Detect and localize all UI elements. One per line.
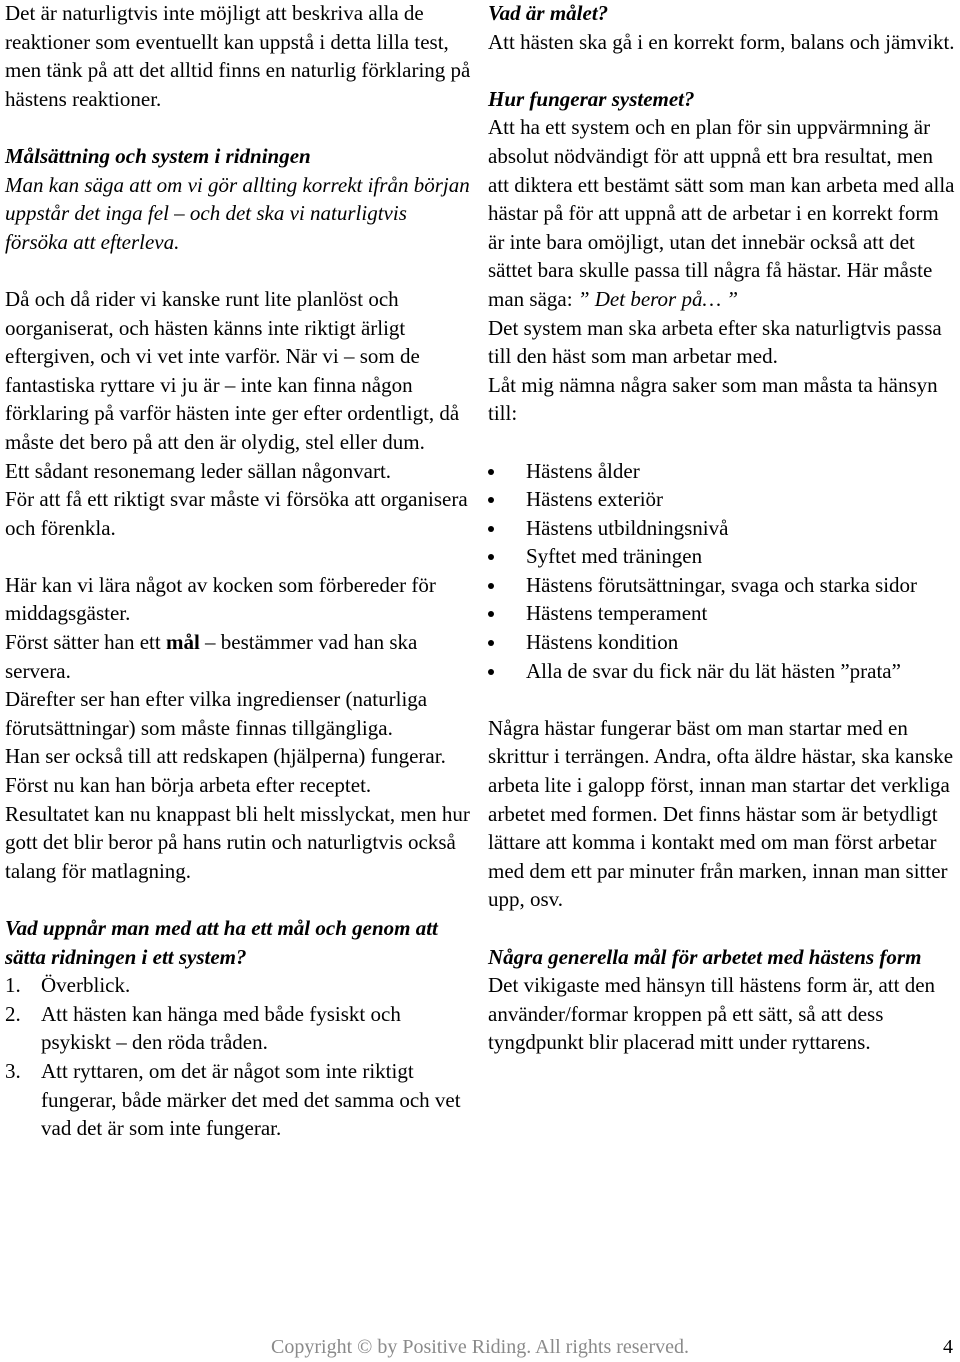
- body-paragraph: För att få ett riktigt svar måste vi försöka att organisera och förenkla.: [5, 487, 468, 540]
- system-heading: Hur fungerar systemet?: [488, 86, 695, 111]
- page-number: 4: [943, 1336, 953, 1358]
- goals-heading: Några generella mål för arbetet med hästens form: [488, 944, 922, 969]
- body-paragraph: Att hästen ska gå i en korrekt form, balans och jämvikt.: [488, 29, 955, 54]
- body-paragraph: Han ser också till att redskapen (hjälperna) fungerar. Först nu kan han börja arbeta efter receptet.: [5, 744, 446, 798]
- intro-paragraph: Det är naturligtvis inte möjligt att beskriva alla de reaktioner som eventuellt kan uppstå i detta lilla test, men tänk på att det alltid finns en naturlig förklaring på hästens reaktioner.: [5, 1, 471, 111]
- right-column: [488, 0, 956, 1057]
- body-paragraph: Låt mig nämna några saker som man måsta ta hänsyn till:: [488, 372, 938, 426]
- list-item: Alla de svar du fick när du lät hästen ”prata”: [488, 657, 956, 686]
- copyright-text: Copyright © by Positive Riding. All rights reserved.: [271, 1336, 689, 1358]
- question-heading: Vad uppnår man med att ha ett mål och genom att sätta ridningen i ett system?: [5, 916, 438, 969]
- body-paragraph: Att ha ett system och en plan för sin uppvärmning är absolut nödvändigt för att uppnå ett bra resultat, men att diktera ett bestämt sätt som man kan arbeta med alla hästar på för att uppnå att de arbetar i en korrekt form är inte bara omöjligt, utan det innebär också att det sättet bara skulle passa till några få hästar. Här måste man säga: ” Det beror på… ”: [488, 115, 955, 311]
- body-paragraph: Här kan vi lära något av kocken som förbereder för middagsgäster.: [5, 572, 436, 626]
- page-footer: [0, 1333, 960, 1362]
- list-item: Hästens exteriör: [488, 485, 956, 514]
- bullet-icon: [488, 554, 494, 560]
- quote: ” Det beror på… ”: [577, 286, 739, 311]
- list-item: Syftet med träningen: [488, 542, 956, 571]
- goal-heading: Vad är målet?: [488, 1, 609, 25]
- body-paragraph: Resultatet kan nu knappast bli helt misslyckat, men hur gott det blir beror på hans rutin och naturligtvis också talang för matlagning.: [5, 801, 470, 883]
- bullet-icon: [488, 611, 494, 617]
- list-item: Hästens förutsättningar, svaga och starka sidor: [488, 571, 956, 600]
- bullet-icon: [488, 526, 494, 532]
- list-item: Hästens temperament: [488, 599, 956, 628]
- body-paragraph: Då och då rider vi kanske runt lite planlöst och oorganiserat, och hästen känns inte riktigt ärligt eftergiven, och vi vet inte varför. När vi – som de fantastiska ryttare vi ju är – inte kan finna någon förklaring på varför hästen inte ger efter ordentligt, då måste det bero på att den är olydig, stel eller dum.: [5, 286, 460, 454]
- body-paragraph: Först sätter han ett mål – bestämmer vad han ska servera.: [5, 630, 418, 683]
- numbered-list: [5, 971, 475, 1143]
- bullet-icon: [488, 497, 494, 503]
- body-paragraph: Det vikigaste med hänsyn till hästens form är, att den använder/formar kroppen på ett sätt, så att dess tyngdpunkt blir placerad mitt under ryttarens.: [488, 973, 936, 1055]
- list-item: 1. Överblick.: [5, 973, 131, 998]
- list-item: Hästens kondition: [488, 628, 956, 657]
- list-item: 2. Att hästen kan hänga med både fysiskt och psykiskt – den röda tråden.: [5, 1001, 401, 1055]
- body-paragraph: Några hästar fungerar bäst om man startar med en skrittur i terrängen. Andra, ofta äldre hästar, ska kanske arbeta lite i galopp först, innan man startar det verkliga arbetet med formen. Det finns hästar som är betydligt lättare att komma i kontakt med om man först arbetar med dem ett par minuter från marken, innan man sitter upp, osv.: [488, 715, 954, 912]
- body-paragraph: Ett sådant resonemang leder sällan någonvart.: [5, 458, 392, 483]
- left-column: [5, 0, 475, 1143]
- bullet-icon: [488, 669, 494, 675]
- section-lead: Man kan säga att om vi gör allting korrekt ifrån början uppstår det inga fel – och det ska vi naturligtvis försöka att efterleva.: [5, 172, 470, 254]
- bullet-icon: [488, 469, 494, 475]
- body-paragraph: Det system man ska arbeta efter ska naturligtvis passa till den häst som man arbetar med.: [488, 315, 942, 369]
- bullet-list: [488, 457, 956, 686]
- body-paragraph: Därefter ser han efter vilka ingredienser (naturliga förutsättningar) som måste finnas tillgängliga.: [5, 687, 428, 740]
- bullet-icon: [488, 640, 494, 646]
- list-item: Hästens utbildningsnivå: [488, 514, 956, 543]
- section-heading: Målsättning och system i ridningen: [5, 143, 311, 168]
- goal-word: mål: [165, 630, 200, 655]
- list-item: 3. Att ryttaren, om det är något som inte riktigt fungerar, både märker det med det samma och vet vad det är som inte fungerar.: [5, 1058, 461, 1141]
- list-item: Hästens ålder: [488, 457, 956, 486]
- bullet-icon: [488, 583, 494, 589]
